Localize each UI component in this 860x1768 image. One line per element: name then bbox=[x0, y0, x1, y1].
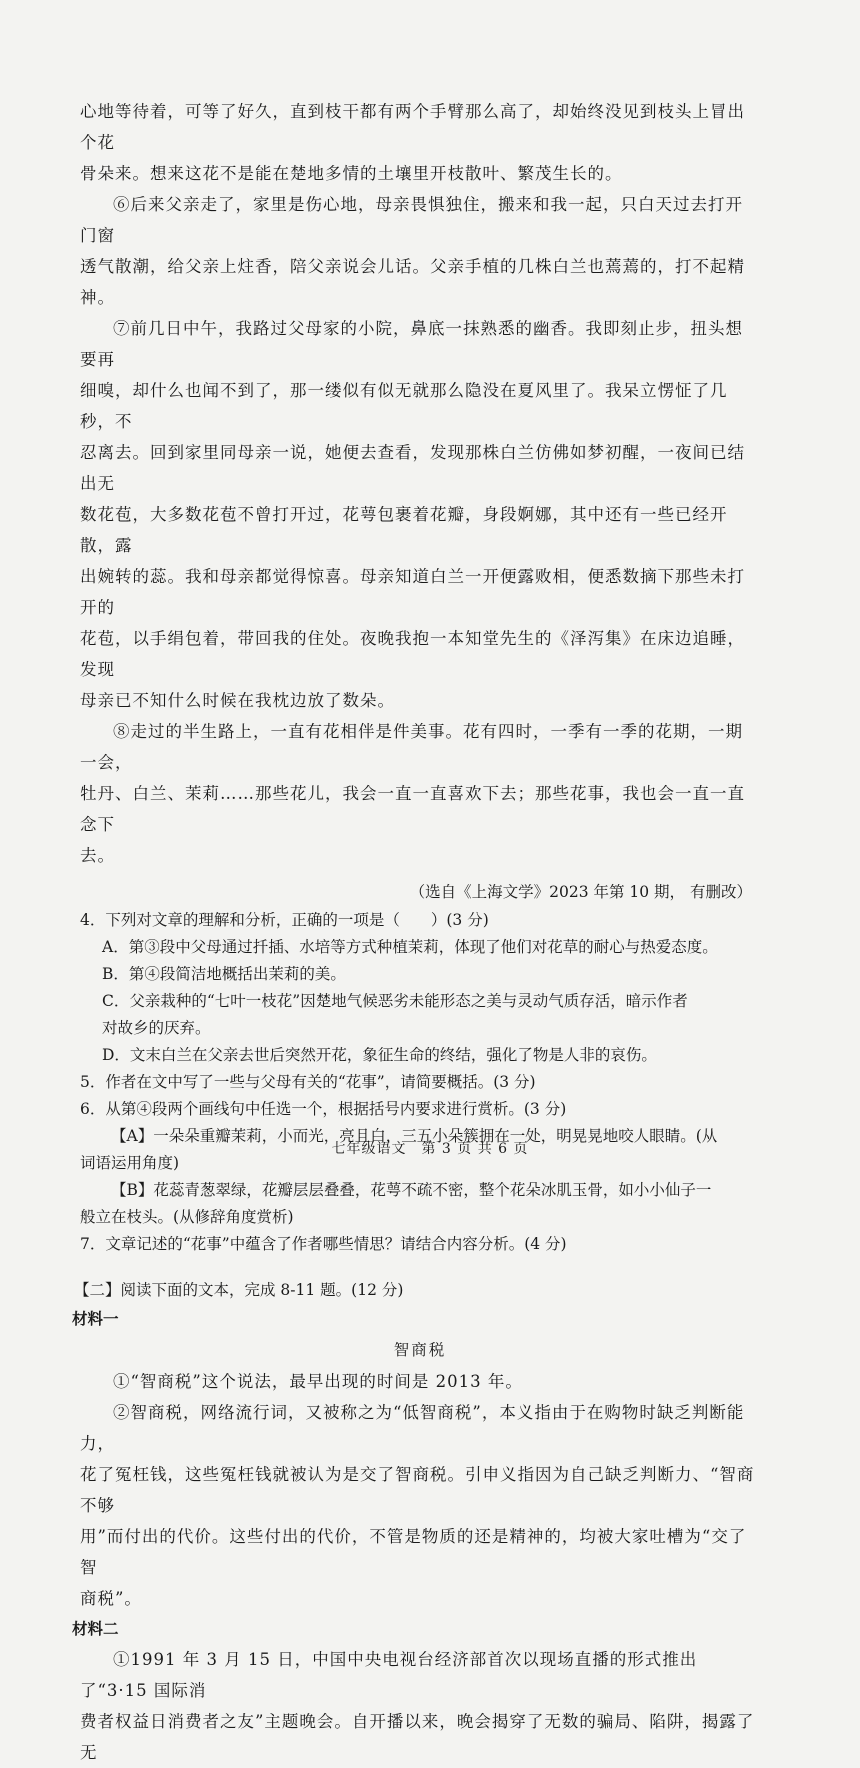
text-line: 费者权益日消费者之友”主题晚会。自开播以来，晚会揭穿了无数的骗局、陷阱，揭露了无 bbox=[80, 1712, 755, 1762]
text-line: ①1991 年 3 月 15 日，中国中央电视台经济部首次以现场直播的形式推出了“3·15 国际消 bbox=[80, 1650, 698, 1700]
section-2-heading: 【二】阅读下面的文本，完成 8-11 题。(12 分) bbox=[74, 1281, 404, 1299]
text-line: 出婉转的蕊。我和母亲都觉得惊喜。母亲知道白兰一开便露败相，便悉数摘下那些未打开的 bbox=[80, 567, 745, 617]
text-line: 忍离去。回到家里同母亲一说，她便去查看，发现那株白兰仿佛如梦初醒，一夜间已结出无 bbox=[80, 443, 745, 493]
question-7: 7．文章记述的“花事”中蕴含了作者哪些情思？请结合内容分析。(4 分) bbox=[80, 1235, 567, 1253]
page-footer: 七年级语文 第 3 页 共 6 页 bbox=[331, 1141, 529, 1157]
material-2-paragraph-1 bbox=[80, 1644, 760, 1768]
text-line: ⑦前几日中午，我路过父母家的小院，鼻底一抹熟悉的幽香。我即刻止步，扭头想要再 bbox=[80, 319, 743, 369]
text-line: 母亲已不知什么时候在我枕边放了数朵。 bbox=[80, 691, 395, 710]
text-line: ⑥后来父亲走了，家里是伤心地，母亲畏惧独住，搬来和我一起，只白天过去打开门窗 bbox=[80, 195, 743, 245]
text-line: 透气散潮，给父亲上炷香，陪父亲说会儿话。父亲手植的几株白兰也蔫蔫的，打不起精神。 bbox=[80, 257, 745, 307]
option-d: D．文末白兰在父亲去世后突然开花，象征生命的终结，强化了物是人非的哀伤。 bbox=[102, 1046, 657, 1064]
text-line: 细嗅，却什么也闻不到了，那一缕似有似无就那么隐没在夏风里了。我呆立愣怔了几秒，不 bbox=[80, 381, 728, 431]
text-line: 对故乡的厌弃。 bbox=[102, 1019, 211, 1037]
text-line: 商税”。 bbox=[80, 1589, 142, 1608]
passage bbox=[80, 96, 760, 907]
text-line: 【B】花蕊青葱翠绿，花瓣层层叠叠，花萼不疏不密，整个花朵冰肌玉骨，如小小仙子一 bbox=[111, 1181, 712, 1199]
text-line: 牡丹、白兰、茉莉……那些花儿，我会一直一直喜欢下去；那些花事，我也会一直一直念下 bbox=[80, 784, 745, 834]
text-line: 心地等待着，可等了好久，直到枝干都有两个手臂那么高了，却始终没见到枝头上冒出个花 bbox=[80, 102, 745, 152]
text-line: 去。 bbox=[80, 846, 115, 865]
question-4: 4．下列对文章的理解和分析，正确的一项是（ ）(3 分) bbox=[80, 911, 489, 929]
option-c bbox=[80, 988, 760, 1042]
material-1-paragraph-1: ①“智商税”这个说法，最早出现的时间是 2013 年。 bbox=[113, 1372, 523, 1391]
material-1-paragraph-2 bbox=[80, 1397, 760, 1614]
material-2-label: 材料二 bbox=[72, 1619, 119, 1638]
question-5: 5．作者在文中写了一些与父母有关的“花事”，请简要概括。(3 分) bbox=[80, 1073, 536, 1091]
text-line: 花了冤枉钱，这些冤枉钱就被认为是交了智商税。引申义指因为自己缺乏判断力、“智商不够 bbox=[80, 1465, 755, 1515]
text-line: 花苞，以手绢包着，带回我的住处。夜晚我抱一本知堂先生的《泽泻集》在床边追睡，发现 bbox=[80, 629, 745, 679]
option-a: A．第③段中父母通过扦插、水培等方式种植茉莉，体现了他们对花草的耐心与热爱态度。 bbox=[102, 938, 718, 956]
text-line: 【A】一朵朵重瓣茉莉，小而光，亮且白，三五小朵簇拥在一处，明晃晃地咬人眼睛。(从 bbox=[111, 1127, 718, 1145]
passage-continuation bbox=[80, 96, 760, 189]
text-line: ⑧走过的半生路上，一直有花相伴是件美事。花有四时，一季有一季的花期，一期一会， bbox=[80, 722, 743, 772]
text-line: 骨朵来。想来这花不是能在楚地多情的土壤里开枝散叶、繁茂生长的。 bbox=[80, 164, 623, 183]
paragraph-8 bbox=[80, 716, 760, 871]
question-6: 6．从第④段两个画线句中任选一个，根据括号内要求进行赏析。(3 分) bbox=[80, 1100, 567, 1118]
paragraph-7 bbox=[80, 313, 760, 716]
paragraph-6 bbox=[80, 189, 760, 313]
passage-source: （选自《上海文学》2023 年第 10 期， 有删改） bbox=[409, 883, 752, 901]
text-line: 用”而付出的代价。这些付出的代价，不管是物质的还是精神的，均被大家吐槽为“交了智 bbox=[80, 1527, 747, 1577]
question-6-b bbox=[80, 1177, 760, 1231]
text-line: 般立在枝头。(从修辞角度赏析) bbox=[80, 1208, 294, 1226]
spacer bbox=[80, 1258, 760, 1276]
questions bbox=[80, 907, 760, 1258]
material-1-label: 材料一 bbox=[72, 1309, 119, 1328]
section-2 bbox=[72, 1276, 760, 1768]
material-1-title: 智商税 bbox=[393, 1341, 447, 1359]
option-b: B．第④段简洁地概括出茉莉的美。 bbox=[102, 965, 346, 983]
page-content bbox=[72, 96, 760, 1768]
text-line: 数花苞，大多数花苞不曾打开过，花萼包裹着花瓣，身段婀娜，其中还有一些已经开散，露 bbox=[80, 505, 728, 555]
text-line: 词语运用角度) bbox=[80, 1154, 180, 1172]
text-line: C．父亲栽种的“七叶一枝花”因楚地气候恶劣未能形态之美与灵动气质存活，暗示作者 bbox=[102, 992, 688, 1010]
text-line: ②智商税，网络流行词，又被称之为“低智商税”，本义指由于在购物时缺乏判断能力， bbox=[80, 1403, 745, 1453]
